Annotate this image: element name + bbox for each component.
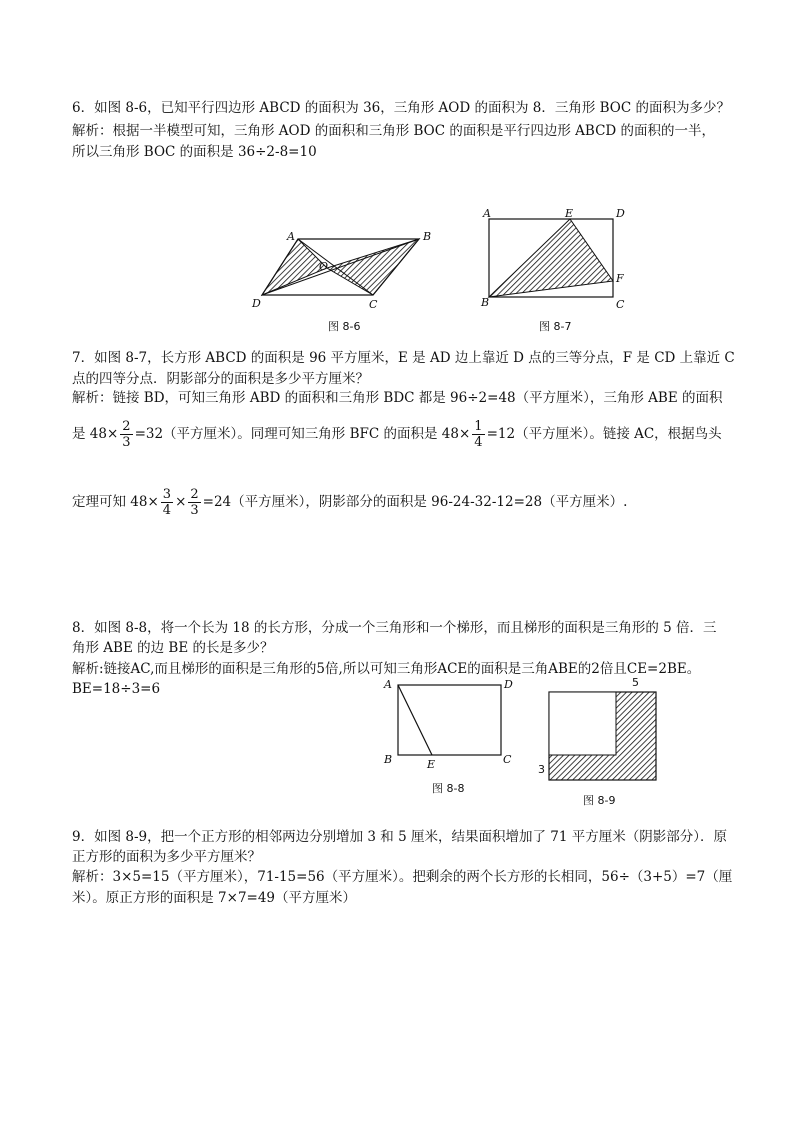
fraction-1-4 [472, 419, 484, 450]
q7-line4 [72, 418, 722, 450]
fig88-label-a: A [384, 678, 392, 691]
q8-line1: 8．如图 8-8，将一个长为 18 的长方形，分成一个三角形和一个梯形，而且梯形的面积是三角形的 5 倍．三 [72, 620, 717, 636]
fig86-label-c: C [369, 298, 378, 311]
q9-line2: 正方形的面积为多少平方厘米？ [72, 849, 261, 865]
q6-analysis-line1: 解析：根据一半模型可知，三角形 AOD 的面积和三角形 BOC 的面积是平行四边形 ABCD 的面积的一半， [72, 123, 716, 139]
fig89-side-top: 5 [632, 676, 639, 689]
fraction-denominator: 4 [162, 503, 172, 518]
fig87-label-b: B [481, 296, 490, 309]
fraction-3-4 [161, 487, 173, 518]
fig88-segment-ae [398, 685, 432, 755]
q7-l4-part-b: =32（平方厘米）。同理可知三角形 BFC 的面积是 48× [134, 426, 471, 442]
q8-line2: 角形 ABE 的边 BE 的长是多少？ [72, 640, 274, 656]
fig88-caption: 图 8-8 [432, 782, 465, 795]
q8-line3: 解析:链接AC,而且梯形的面积是三角形的5倍,所以可知三角形ACE的面积是三角ABE的2倍且CE=2BE。 [72, 661, 701, 677]
fraction-denominator: 3 [190, 503, 199, 518]
fraction-denominator: 3 [122, 435, 131, 450]
q7-l5-part-b: =24（平方厘米），阴影部分的面积是 96-24-32-12=28（平方厘米）. [202, 494, 628, 510]
q9-line4: 米）。原正方形的面积是 7×7=49（平方厘米） [72, 890, 357, 906]
fraction-2-3 [120, 419, 132, 450]
q7-l5-times: × [175, 494, 187, 510]
fig87-label-d: D [616, 207, 625, 220]
fig88-label-b: B [384, 753, 393, 766]
fig86-label-d: D [252, 297, 261, 310]
fig86-label-a: A [287, 230, 295, 243]
fig87-triangle-bef [489, 219, 613, 297]
fig86-triangle-aod [262, 239, 327, 295]
fig87-label-c: C [616, 298, 625, 311]
fig89-side-left: 3 [538, 763, 545, 776]
fig88-label-e: E [427, 758, 436, 771]
q7-l4-part-a: 是 48× [72, 426, 119, 442]
q7-line3: 解析：链接 BD，可知三角形 ABD 的面积和三角形 BDC 都是 96÷2=48（平方厘米），三角形 ABE 的面积 [72, 390, 723, 406]
fraction-numerator: 2 [190, 487, 199, 502]
q7-line2: 点的四等分点．阴影部分的面积是多少平方厘米？ [72, 371, 369, 387]
fig87-caption: 图 8-7 [539, 320, 572, 333]
fig87-label-f: F [616, 272, 624, 285]
q7-l5-part-a: 定理可知 48× [72, 494, 159, 510]
fig88-label-d: D [504, 678, 513, 691]
q7-line1: 7．如图 8-7，长方形 ABCD 的面积是 96 平方厘米，E 是 AD 边上靠近 D 点的三等分点，F 是 CD 上靠近 C [72, 350, 735, 366]
fraction-denominator: 4 [474, 435, 483, 450]
q6-question: 6．如图 8-6，已知平行四边形 ABCD 的面积为 36，三角形 AOD 的面积为 8．三角形 BOC 的面积为多少？ [72, 100, 730, 116]
q9-line3: 解析：3×5=15（平方厘米），71-15=56（平方厘米）。把剩余的两个长方形的长相同，56÷（3+5）=7（厘 [72, 869, 733, 885]
fig86-caption: 图 8-6 [328, 320, 361, 333]
fraction-numerator: 3 [162, 487, 172, 502]
fig87-label-a: A [483, 207, 491, 220]
q7-line5 [72, 486, 627, 518]
fig88-rectangle [398, 685, 501, 755]
fig89-original-square [549, 692, 616, 755]
fig88-label-c: C [503, 753, 512, 766]
fig86-label-b: B [423, 230, 432, 243]
q6-analysis-line2: 所以三角形 BOC 的面积是 36÷2-8=10 [72, 144, 317, 160]
fig89-caption: 图 8-9 [583, 794, 616, 807]
fraction-2-3-second [188, 487, 200, 518]
fig87-label-e: E [565, 207, 574, 220]
q8-line4: BE=18÷3=6 [72, 681, 161, 697]
fig86-label-o: O [319, 260, 329, 273]
q9-line1: 9．如图 8-9，把一个正方形的相邻两边分别增加 3 和 5 厘米，结果面积增加了 71 平方厘米（阴影部分）．原 [72, 829, 727, 845]
fraction-numerator: 1 [474, 419, 483, 434]
fraction-numerator: 2 [122, 419, 131, 434]
q7-l4-part-c: =12（平方厘米）。链接 AC，根据鸟头 [486, 426, 722, 442]
